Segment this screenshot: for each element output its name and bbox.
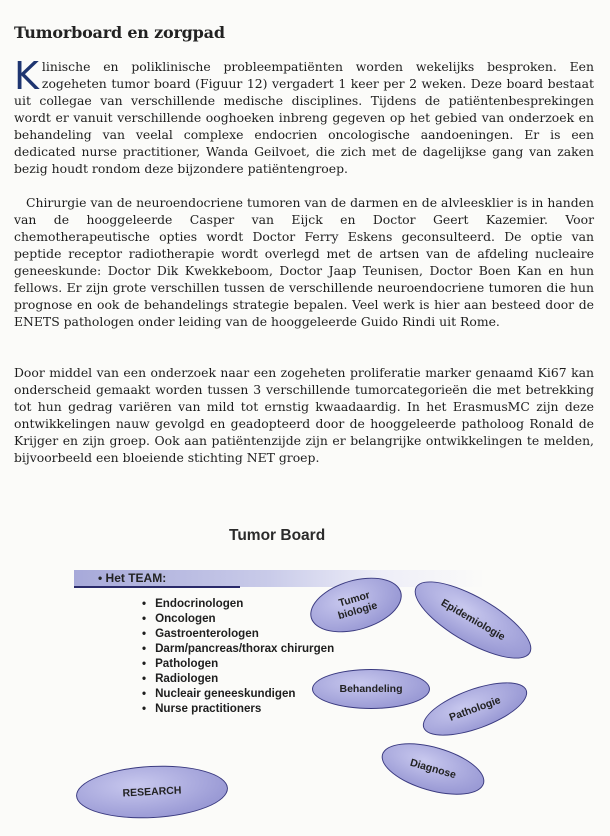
team-header-underline (74, 586, 240, 588)
team-label: • Het TEAM: (98, 571, 167, 585)
topic-label: Diagnose (408, 756, 458, 782)
team-member: • Endocrinologen (142, 596, 334, 611)
team-member: • Nurse practitioners (142, 701, 334, 716)
topic-label: Tumor biologie (336, 589, 379, 623)
paragraph-intro (14, 54, 594, 177)
topic-pathologie (416, 671, 533, 746)
paragraph-ki67: Door middel van een onderzoek naar een zogeheten proliferatie marker genaamd Ki67 kan onderscheid gemaakt worden tussen 3 verschillende tumorcategorieën die met betrekking tot hun gedrag variëren van mild tot ernstig kwaadaardig. In het ErasmusMC zijn deze ontwikkelingen nauw gevolgd en geadopteerd door de hooggeleerde patholoog Ronald de Krijger en zijn groep. Ook aan patiëntenzijde zijn er belangrijke ontwikkelingen te melden, bijvoorbeeld een bloeiende stichting NET groep. (14, 365, 594, 465)
topic-label: Epidemiologie (438, 596, 508, 644)
team-member: • Pathologen (142, 656, 334, 671)
diagram-title: Tumor Board (229, 527, 326, 544)
team-member: • Nucleair geneeskundigen (142, 686, 334, 701)
page-title: Tumorboard en zorgpad (14, 22, 225, 42)
team-member: • Darm/pancreas/thorax chirurgen (142, 641, 334, 656)
paragraph-surgery: Chirurgie van de neuroendocriene tumoren van de darmen en de alvleesklier is in handen van de hooggeleerde Casper van Eijck en Doctor Geert Kazemier. Voor chemotherapeutische opties wordt Doctor Ferry Eskens geconsulteerd. De optie van peptide receptor radiotherapie wordt overlegd met de artsen van de afdeling nucleaire geneeskunde: Doctor Dik Kwekkeboom, Doctor Jaap Teunisen, Doctor Boen Kan en hun fellows. Er zijn grote verschillen tussen de verschillende neuroendocriene tumoren die hun prognose en ook de behandelings strategie bepalen. Veel werk is hier aan besteed door de ENETS pathologen onder leiding van de hooggeleerde Guido Rindi uit Rome. (14, 195, 594, 329)
topic-behandeling (312, 669, 430, 709)
drop-cap: K (14, 54, 39, 98)
topic-research (75, 762, 230, 822)
team-member: • Oncologen (142, 611, 334, 626)
topic-diagnose (376, 733, 490, 805)
team-member: • Gastroenterologen (142, 626, 334, 641)
team-member: • Radiologen (142, 671, 334, 686)
topic-label: RESEARCH (122, 784, 182, 800)
topic-label: Behandeling (339, 683, 403, 695)
topic-label: Pathologie (447, 694, 503, 724)
paragraph-intro-text: linische en poliklinische probleempatiënten worden wekelijks besproken. Een zogeheten tumor board (Figuur 12) vergadert 1 keer per 2 weken. Deze board bestaat uit collegae van verschillende medische disciplines. Tijdens de patiëntenbesprekingen wordt er vanuit verschillende ooghoeken inbreng gegeven op het gebied van onderzoek en behandeling van veelal complexe endocrien oncologische aandoeningen. Er is een dedicated nurse practitioner, Wanda Geilvoet, die zich met de dagelijkse gang van zaken bezig houdt rondom deze bijzondere patiëntengroep. (14, 59, 594, 176)
team-member-list (142, 596, 334, 716)
